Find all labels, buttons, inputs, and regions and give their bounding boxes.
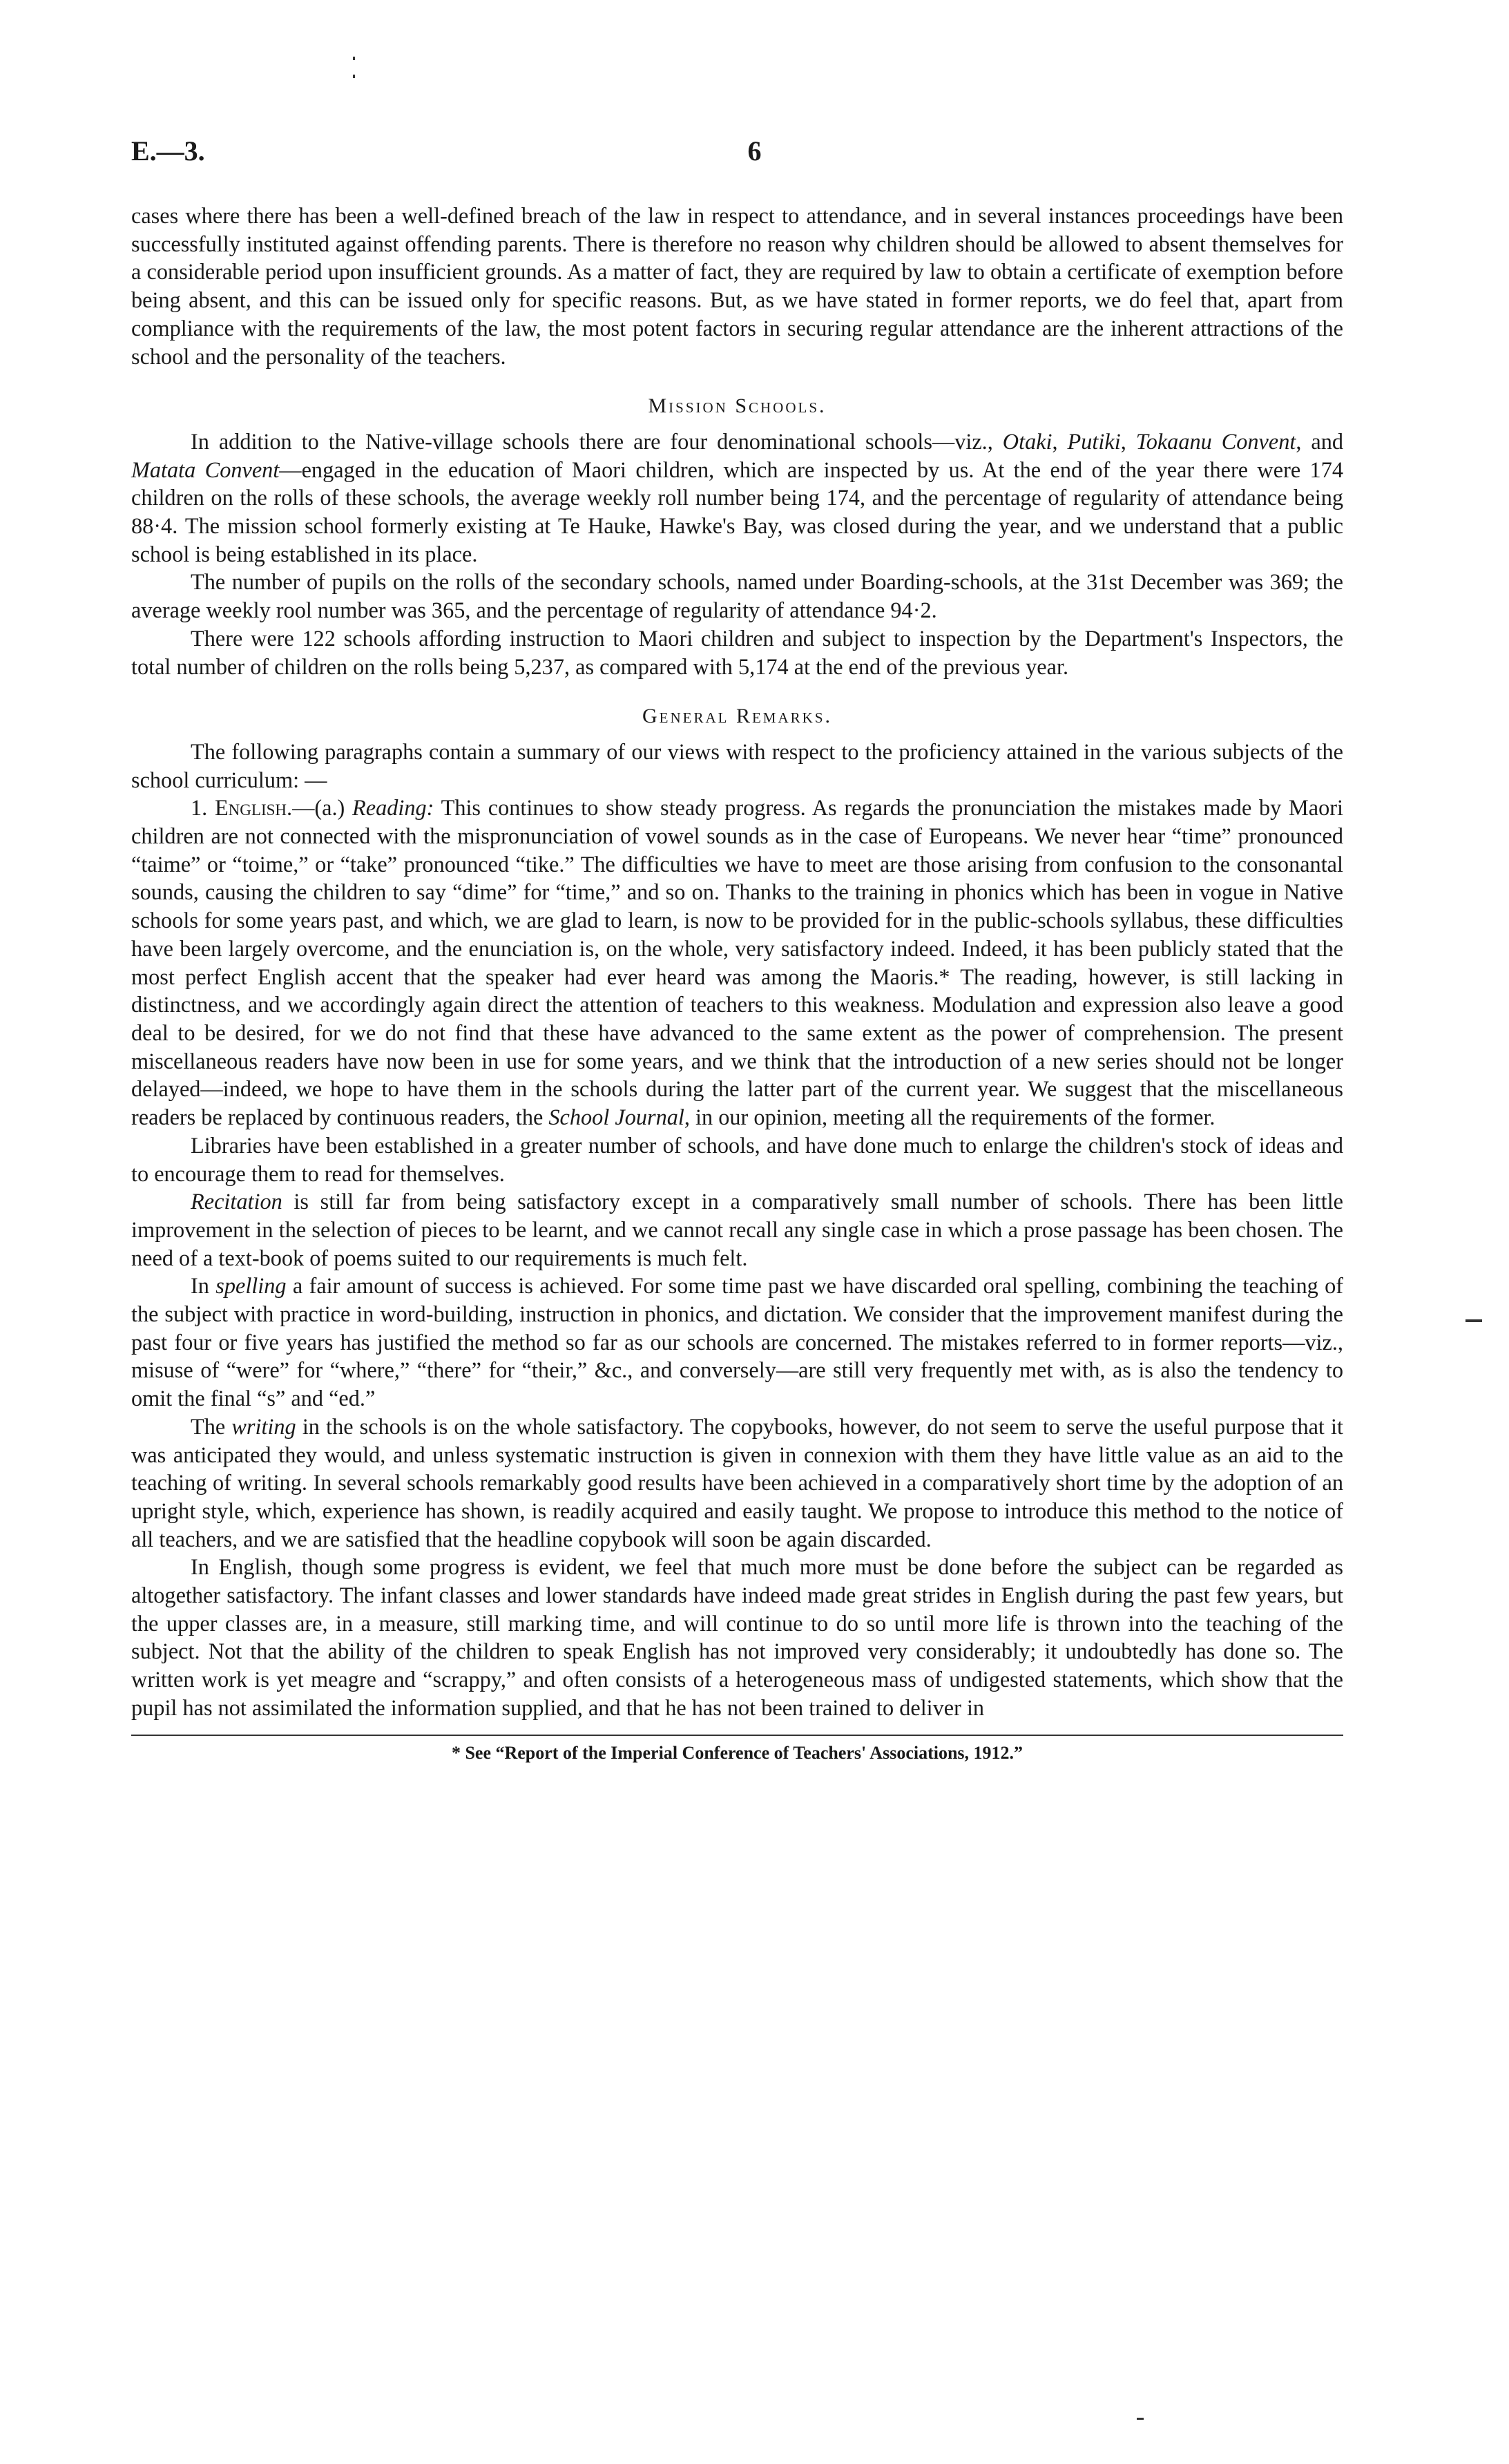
mission-text: —engaged in the education of Maori children, which are inspected by us. At the end of the year there were 174 children on the rolls of these schools, the average weekly roll number being 174, and the percentage of regularity of attendance being 88·4. The mission school formerly existing at Te Hauke, Hawke's Bay, was closed during the year, and we understand that a public school is being established in its place. — [131, 457, 1343, 566]
english-summary-paragraph: In English, though some progress is evident, we feel that much more must be done before the subject can be regarded as altogether satisfactory. The infant classes and lower standards have indeed made great strides in English during the past few years, but the upper classes are, in a measure, still marking time, and will continue to do so until more life is thrown into the teaching of the subject. Not that the ability of the children to speak English has not improved very considerably; it undoubtedly has done so. The written work is yet meagre and “scrappy,” and often consists of a heterogeneous mass of undigested statements, which show that the pupil has not assimilated the information supplied, and that he has not been trained to deliver in — [131, 1554, 1343, 1720]
mission-text: In addition to the Native-village schools there are four denominational schools—viz., — [191, 428, 1003, 454]
speck-mark — [353, 57, 355, 60]
school-name: Putiki — [1067, 428, 1121, 454]
school-name: Matata Convent — [131, 457, 280, 482]
english-reading-paragraph — [131, 794, 1343, 1131]
libraries-paragraph: Libraries have been established in a greater number of schools, and have done much to enlarge the children's stock of ideas and to encourage them to read for themselves. — [131, 1132, 1343, 1186]
document-reference: E.—3. — [131, 135, 205, 166]
footnote: * See “Report of the Imperial Conference of Teachers' Associations, 1912.” — [451, 1742, 1023, 1763]
paragraph-text: In — [191, 1273, 216, 1299]
mission-schools-heading: Mission Schools. — [648, 394, 827, 418]
subsection-marker: —(a.) — [292, 795, 353, 821]
school-name: Otaki — [1002, 428, 1053, 454]
general-intro-paragraph: The following paragraphs contain a summary of our views with respect to the proficiency attained in the various subjects of the school curriculum: — — [131, 738, 1343, 792]
footnote-divider — [131, 1735, 1343, 1736]
mission-paragraph-3: There were 122 schools affording instruction to Maori children and subject to inspection by the Department's Inspectors, the total number of children on the rolls being 5,237, as compared with 5,174 at the end of the previous year. — [131, 625, 1343, 679]
speck-mark — [1137, 2418, 1144, 2420]
paragraph-text: in the schools is on the whole satisfactory. The copybooks, however, do not seem to serve the useful purpose that it was anticipated they would, and unless systematic instruction is given in connexion with them they have little value as an aid to the teaching of writing. In several schools remarkably good results have been achieved in a comparatively short time by the adoption of an upright style, which, experience has shown, is readily acquired and easily taught. We propose to introduce this method to the notice of all teachers, and we are satisfied that the headline copybook will soon be again discarded. — [131, 1413, 1343, 1551]
paragraph-text: This continues to show steady progress. As regards the pronunciation the mistakes made by Maori children are not connected with the mispronunciation of vowel sounds as in the case of Europeans. We never hear “time” pronounced “taime” or “toime,” or “take” pronounced “tike.” The difficulties we have to meet are those arising from confusion to the consonantal sounds, causing the children to say “dime” for “time,” and so on. Thanks to the training in phonics which has been in vogue in Native schools for some years past, and which, we are glad to learn, is now to be provided for in the public-schools syllabus, these difficulties have been largely overcome, and the enunciation is, on the whole, very satisfactory indeed. Indeed, it has been publicly stated that the most perfect English accent that the speaker had ever heard was among the Maoris.* The reading, however, is still lacking in distinctness, and we accordingly again direct the attention of teachers to this weakness. Modulation and expression also leave a good deal to be desired, for we do not find that these have advanced to the same extent as the power of comprehension. The present miscellaneous readers have now been in use for some years, and we think that the introduction of a new series should not be longer delayed—indeed, we hope to have them in the schools during the latter part of the current year. We suggest that the miscellaneous readers be replaced by continuous readers, the — [131, 795, 1343, 1130]
margin-mark — [1465, 1319, 1482, 1322]
page-number: 6 — [747, 135, 762, 166]
school-name: Tokaanu Convent — [1135, 428, 1296, 454]
intro-paragraph: cases where there has been a well-defined breach of the law in respect to attendance, and in several instances proceedings have been successfully instituted against offending parents. There is therefore no reason why children should be allowed to absent themselves for a considerable period upon insufficient grounds. As a matter of fact, they are required by law to obtain a certificate of exemption before being absent, and this can be issued only for specific reasons. But, as we have stated in former reports, we do feel that, apart from compliance with the requirements of the law, the most potent factors in securing regular attendance are the inherent attractions of the school and the personality of the teachers. — [131, 203, 1343, 369]
paragraph-text: , in our opinion, meeting all the requirements of the former. — [684, 1105, 1215, 1130]
mission-paragraph-1 — [131, 428, 1343, 569]
section-label: 1. English. — [191, 795, 293, 821]
spelling-paragraph — [131, 1272, 1343, 1413]
separator: , — [1052, 428, 1068, 454]
recitation-paragraph — [131, 1187, 1343, 1272]
paragraph-text: a fair amount of success is achieved. For some time past we have discarded oral spelling, combining the teaching of the subject with practice in word-building, instruction in phonics, and dictation. We consider that the improvement manifest during the past four or five years has justified the method so far as our schools are concerned. The mistakes referred to in former reports—viz., misuse of “were” for “where,” “there” for “their,” &c., and conversely—are still very frequently met with, as is also the tendency to omit the final “s” and “ed.” — [131, 1273, 1343, 1411]
subject-label: spelling — [215, 1273, 287, 1299]
document-body — [131, 202, 1343, 1765]
writing-paragraph — [131, 1413, 1343, 1554]
subject-label: Recitation — [191, 1189, 282, 1214]
paragraph-text: The — [191, 1413, 232, 1439]
speck-mark — [353, 75, 355, 78]
separator: , and — [1296, 428, 1344, 454]
publication-title: School Journal — [548, 1105, 684, 1130]
mission-paragraph-2: The number of pupils on the rolls of the secondary schools, named under Boarding-schools, at the 31st December was 369; the average weekly rool number was 365, and the percentage of regularity of attendance 94·2. — [131, 569, 1343, 623]
general-remarks-heading: General Remarks. — [642, 705, 832, 728]
subject-label: writing — [231, 1413, 296, 1439]
page-header — [131, 135, 1378, 176]
separator: , — [1120, 428, 1136, 454]
subject-label: Reading: — [352, 795, 434, 821]
paragraph-text: is still far from being satisfactory except in a comparatively small number of schools. There has been little improvement in the selection of pieces to be learnt, and we cannot recall any single case in which a prose passage has been chosen. The need of a text-book of poems suited to our requirements is much felt. — [131, 1189, 1343, 1270]
